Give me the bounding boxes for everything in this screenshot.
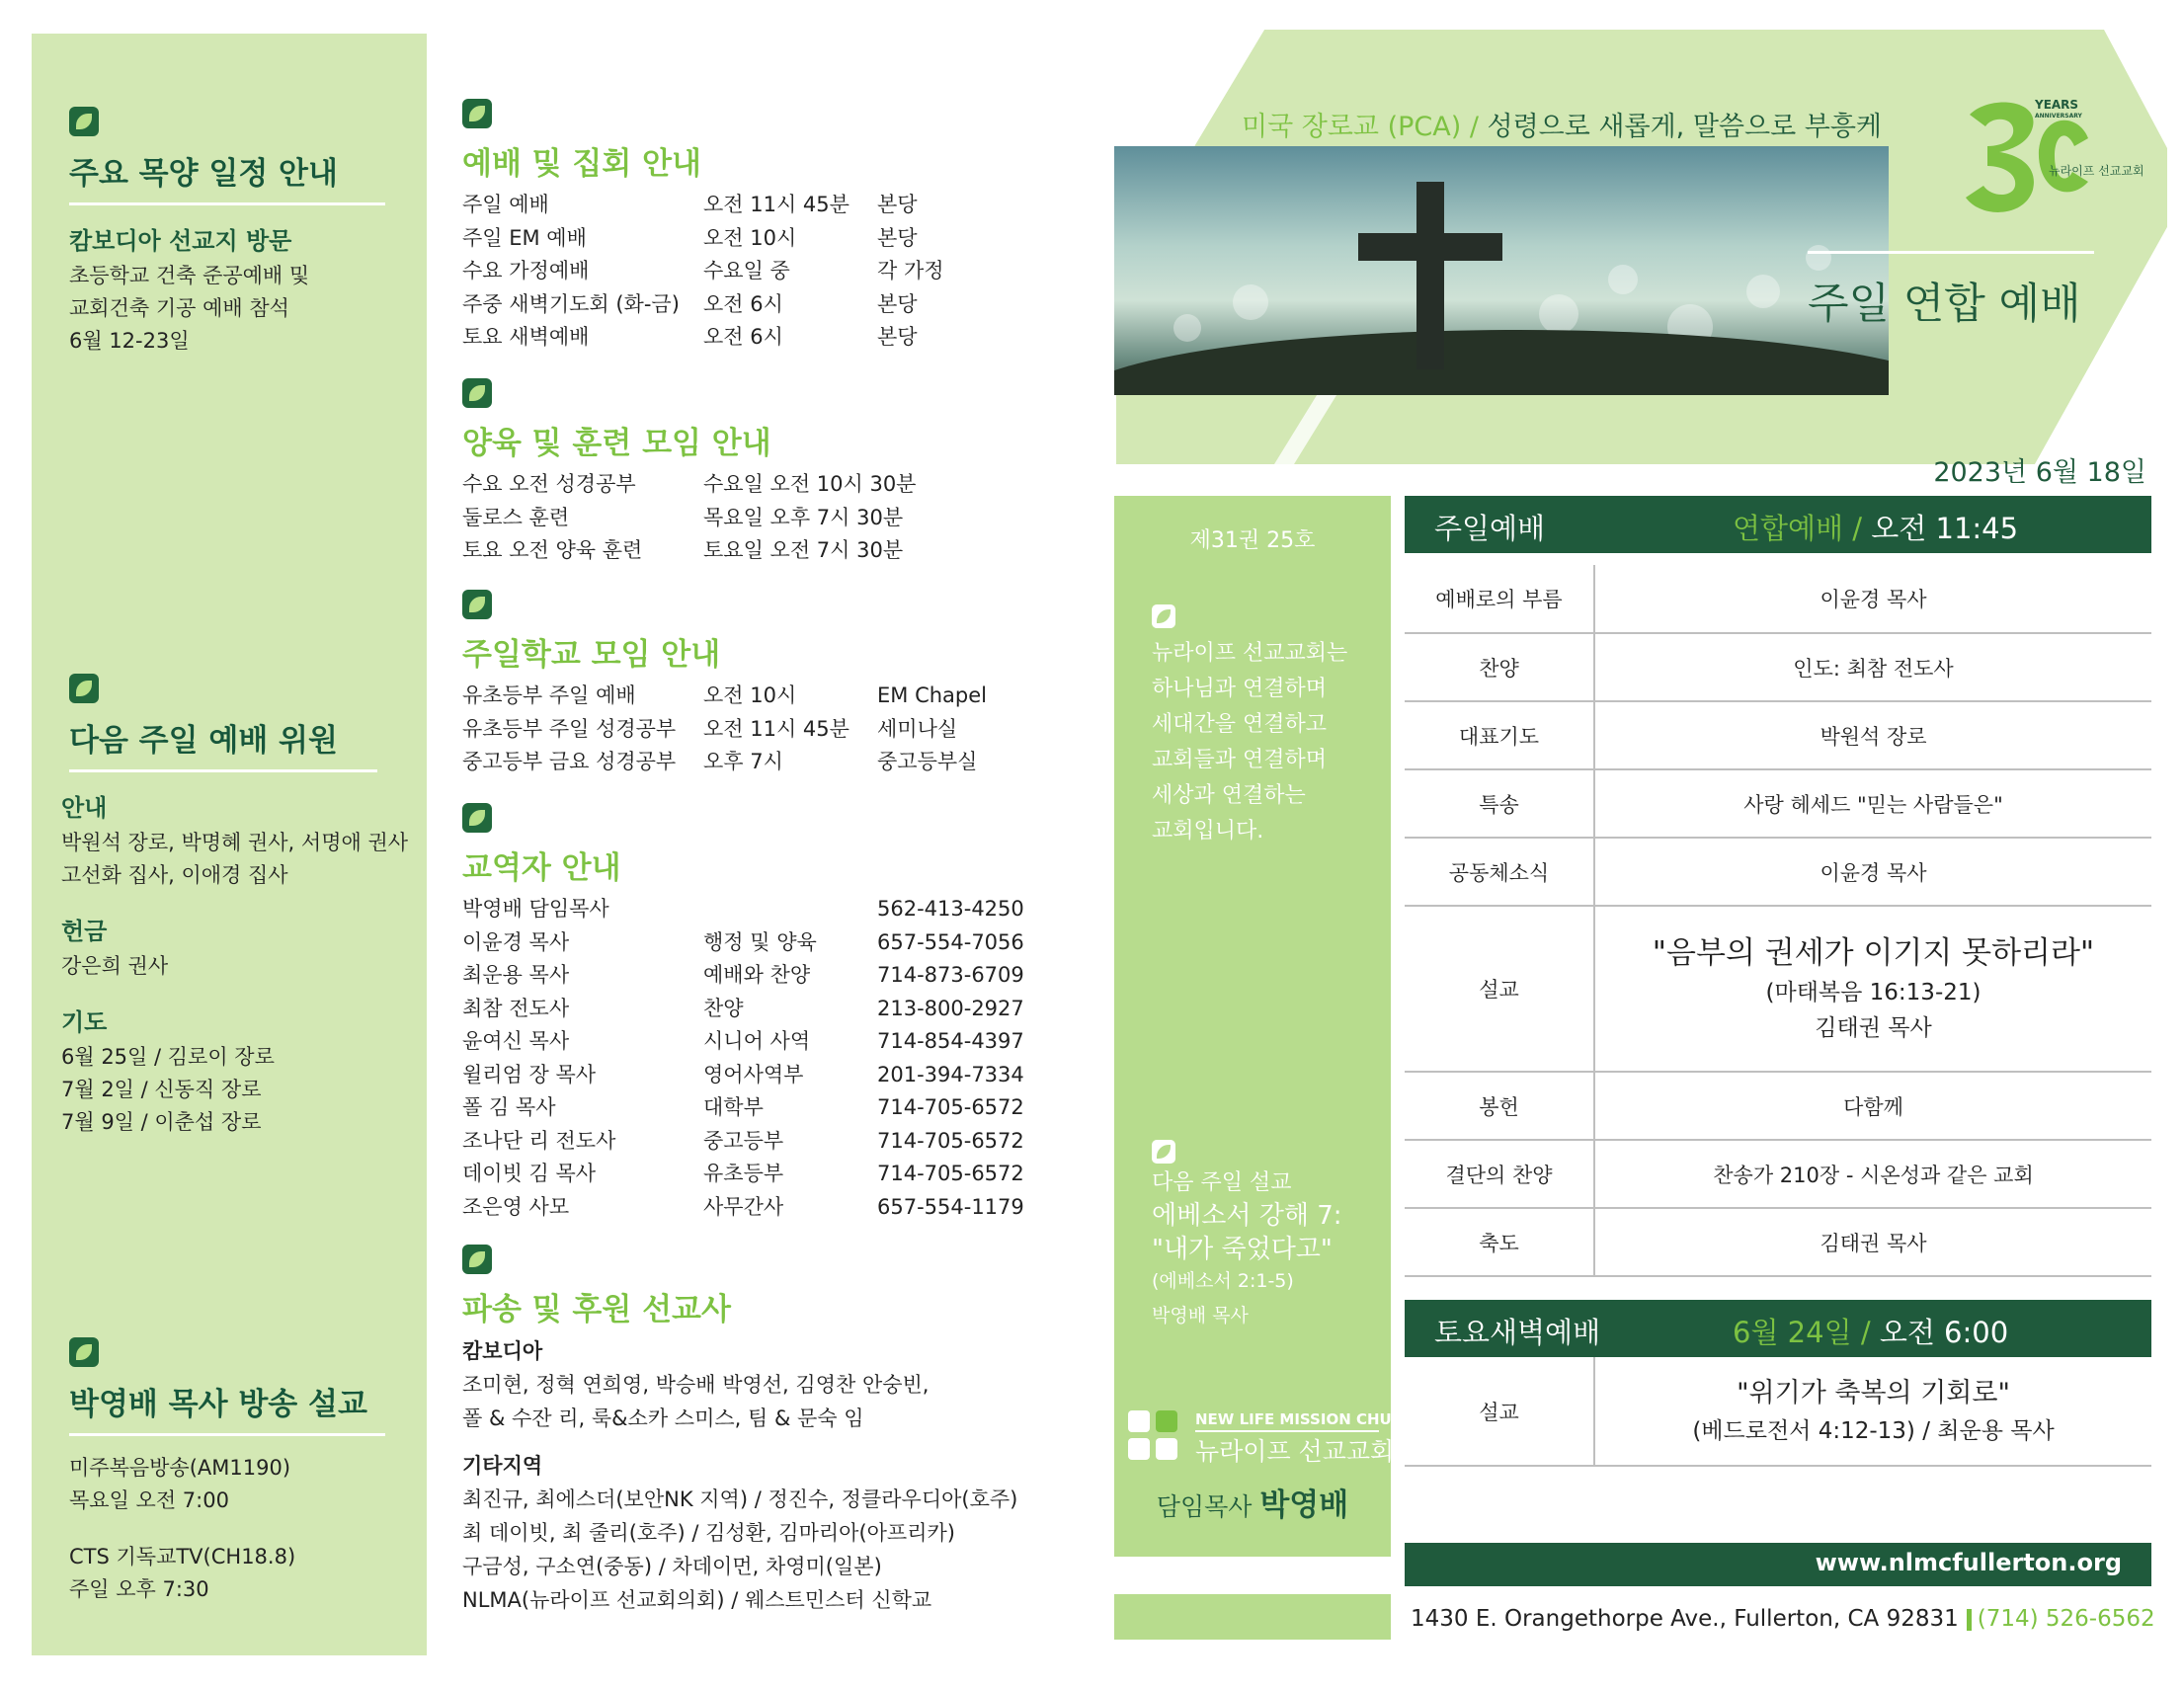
list-cell: 657-554-7056 [877, 929, 1024, 954]
list-cell: 영어사역부 [703, 1062, 804, 1086]
left-panel [32, 34, 427, 1655]
leaf-icon [69, 1337, 99, 1367]
list-item [462, 926, 1075, 960]
list-cell: 714-873-6709 [877, 963, 1024, 987]
saturday-sermon-title: "위기가 축복의 기회로" [1737, 1377, 2010, 1408]
list-cell: 본당 [877, 291, 918, 316]
sermon-label: 설교 [1405, 906, 1594, 1072]
offering-line: 강은희 권사 [61, 954, 169, 978]
table-row [1405, 633, 2151, 701]
service-title: 주일 연합 예배 [1808, 280, 2081, 329]
list-cell [877, 534, 1075, 568]
sunday-order-table [1405, 565, 2151, 1277]
cross-icon [1416, 182, 1444, 369]
list-item [462, 993, 1075, 1026]
list-cell: 수요일 오전 10시 30분 [703, 472, 917, 496]
list-item [462, 893, 1075, 926]
list-cell: 본당 [877, 325, 918, 349]
senior-pastor [1114, 1480, 1391, 1524]
list-cell: 주일 EM 예배 [462, 225, 587, 250]
list-item [462, 321, 1075, 355]
list-cell: 중고등부 [703, 1128, 784, 1153]
list-cell: 오전 10시 [703, 225, 797, 250]
mission-line: 교회들과 연결하며 [1152, 748, 1328, 772]
saturday-sermon [1594, 1357, 2151, 1466]
other-line: 최 데이빗, 최 줄리(호주) / 김성환, 김마리아(아프리카) [462, 1521, 955, 1545]
list-cell: 주중 새벽기도회 (화-금) [462, 291, 680, 316]
sermon-preacher: 김태권 목사 [1815, 1015, 1932, 1041]
logo-years-text: YEARS [2035, 98, 2079, 112]
list-cell: 사무간사 [703, 1194, 784, 1219]
broadcast-section [69, 1337, 385, 1606]
missionaries-section [462, 1245, 1075, 1617]
order-item-label: 축도 [1405, 1208, 1594, 1276]
list-item [462, 1025, 1075, 1059]
sermon-cell [1594, 906, 2151, 1072]
list-item [462, 1191, 1075, 1225]
offering-label: 헌금 [61, 918, 108, 945]
next-week-section [61, 674, 409, 1139]
missionaries-title: 파송 및 후원 선교사 [462, 1292, 731, 1327]
prayer-line: 7월 9일 / 이춘섭 장로 [61, 1110, 262, 1134]
usher-line: 고선화 집사, 이애경 집사 [61, 863, 288, 887]
order-item-value: 사랑 헤세드 "믿는 사람들은" [1594, 769, 2151, 838]
order-item-value: 박원석 장로 [1594, 701, 2151, 769]
worship-section [462, 99, 1075, 355]
other-line: 구금성, 구소연(중동) / 차데이먼, 차영미(일본) [462, 1555, 882, 1578]
list-cell: 최참 전도사 [462, 996, 570, 1020]
leaf-icon [69, 674, 99, 703]
list-item [462, 502, 1075, 535]
list-cell: 목요일 오후 7시 30분 [703, 505, 904, 529]
list-cell: 둘로스 훈련 [462, 505, 570, 529]
usher-line: 박원석 장로, 박명혜 권사, 서명애 권사 [61, 831, 409, 854]
saturday-sermon-label: 설교 [1405, 1357, 1594, 1466]
table-row [1405, 701, 2151, 769]
list-cell [877, 502, 1075, 535]
list-cell: 윤여신 목사 [462, 1029, 570, 1053]
leaf-icon [462, 803, 492, 833]
next-sermon-ref: (에베소서 2:1-5) [1152, 1270, 1294, 1292]
table-row [1405, 1357, 2151, 1466]
table-row [1405, 565, 2151, 633]
logo-church-name: 뉴라이프 선교교회 [2049, 164, 2144, 178]
list-item [462, 534, 1075, 568]
list-cell: 시니어 사역 [703, 1029, 811, 1053]
schedule-section [69, 107, 385, 358]
broadcast-line: 목요일 오전 7:00 [69, 1488, 229, 1512]
table-row [1405, 1140, 2151, 1208]
list-cell: 수요일 중 [703, 259, 790, 282]
leaf-icon [69, 107, 99, 136]
list-cell: 수요 가정예배 [462, 259, 590, 282]
leaf-icon [462, 378, 492, 408]
order-item-label: 공동체소식 [1405, 838, 1594, 906]
list-cell: 714-705-6572 [877, 1162, 1024, 1185]
cambodia-line: 조미현, 정혁 연희영, 박승배 박영선, 김영찬 안숭빈, [462, 1373, 930, 1397]
table-row [1405, 1208, 2151, 1276]
mission-line: 세상과 연결하는 [1152, 783, 1306, 808]
schedule-line: 교회건축 기공 예배 참석 [69, 296, 289, 320]
mission-line: 하나님과 연결하며 [1152, 677, 1328, 701]
list-cell: 조은영 사모 [462, 1194, 570, 1219]
volume-number: 제31권 25호 [1189, 528, 1316, 553]
schedule-title: 주요 목양 일정 안내 [69, 148, 385, 205]
list-item [462, 189, 1075, 222]
staff-title: 교역자 안내 [462, 850, 621, 886]
staff-section [462, 803, 1075, 1224]
order-item-label: 결단의 찬양 [1405, 1140, 1594, 1208]
cross-photo [1114, 146, 1889, 395]
list-item [462, 959, 1075, 993]
saturday-sub-time: 오전 6:00 [1879, 1316, 2009, 1349]
list-cell: 토요 오전 양육 훈련 [462, 538, 643, 562]
list-cell: 폴 김 목사 [462, 1095, 556, 1119]
list-cell: 토요일 오전 7시 30분 [703, 538, 904, 562]
mission-line: 세대간을 연결하고 [1152, 712, 1328, 737]
list-cell [877, 468, 1075, 502]
footer-bar [1405, 1543, 2151, 1586]
church-name-en: NEW LIFE MISSION CHURCH [1195, 1410, 1426, 1428]
phone-number[interactable]: (714) 526-6562 [1977, 1606, 2155, 1632]
mission-statement [1152, 604, 1379, 849]
schedule-sub: 캄보디아 선교지 방문 [69, 227, 292, 255]
pastor-role: 담임목사 [1156, 1492, 1260, 1521]
sunday-header [1405, 496, 2151, 553]
list-cell: 201-394-7334 [877, 1062, 1024, 1086]
sunday-sub-time: 오전 11:45 [1871, 512, 2019, 545]
order-item-value: 다함께 [1594, 1072, 2151, 1140]
order-item-value: 이윤경 목사 [1594, 838, 2151, 906]
order-item-value: 이윤경 목사 [1594, 565, 2151, 633]
tagline-motto: 성령으로 새롭게, 말씀으로 부흥케 [1487, 112, 1882, 142]
next-sermon-title: "내가 죽었다고" [1152, 1235, 1333, 1264]
saturday-sermon-ref: (베드로전서 4:12-13) / 최운용 목사 [1692, 1417, 2055, 1444]
list-cell: 토요 새벽예배 [462, 325, 590, 349]
other-line: 최진규, 최에스더(보안NK 지역) / 정진수, 정클라우디아(호주) [462, 1487, 1018, 1511]
list-item [462, 746, 1075, 779]
list-item [462, 1158, 1075, 1191]
cambodia-line: 폴 & 수잔 리, 룩&소카 스미스, 팀 & 문숙 임 [462, 1407, 864, 1430]
list-cell: 박영배 담임목사 [462, 897, 609, 921]
list-cell: 오전 10시 [703, 683, 797, 707]
list-item [462, 1125, 1075, 1159]
list-cell: 본당 [877, 193, 918, 216]
list-cell: 세미나실 [877, 716, 958, 741]
logo-divider [1808, 251, 2094, 254]
prayer-line: 7월 2일 / 신동직 장로 [61, 1078, 262, 1101]
list-cell: 예배와 찬양 [703, 963, 811, 987]
list-cell: 본당 [877, 225, 918, 250]
other-label: 기타지역 [462, 1454, 543, 1478]
order-item-label: 대표기도 [1405, 701, 1594, 769]
order-item-label: 예배로의 부름 [1405, 565, 1594, 633]
worship-title: 예배 및 집회 안내 [462, 146, 701, 182]
broadcast-title: 박영배 목사 방송 설교 [69, 1379, 385, 1436]
usher-label: 안내 [61, 794, 108, 822]
schedule-line: 6월 12-23일 [69, 329, 190, 353]
list-cell: 오전 6시 [703, 291, 783, 316]
church-name-kr: 뉴라이프 선교교회 [1195, 1437, 1395, 1466]
list-cell: 대학부 [703, 1095, 764, 1119]
list-cell: 찬양 [703, 996, 744, 1020]
pastor-name: 박영배 [1259, 1487, 1349, 1523]
cambodia-label: 캄보디아 [462, 1339, 543, 1363]
tagline-denomination: 미국 장로교 (PCA) / [1242, 112, 1488, 142]
list-cell: 오전 11시 45분 [703, 193, 849, 216]
next-sermon [1152, 1140, 1389, 1335]
broadcast-line: CTS 기독교TV(CH18.8) [69, 1545, 296, 1568]
green-footer-block [1114, 1594, 1391, 1640]
sermon-title: "음부의 권세가 이기지 못하리라" [1652, 935, 2095, 971]
list-cell: 조나단 리 전도사 [462, 1128, 616, 1153]
leaf-icon [1152, 604, 1175, 628]
sunday-school-section [462, 590, 1075, 779]
table-row [1405, 906, 2151, 1072]
list-cell: 유초등부 [703, 1162, 784, 1185]
training-section [462, 378, 1075, 568]
broadcast-line: 주일 오후 7:30 [69, 1577, 209, 1601]
list-cell: 유초등부 주일 예배 [462, 683, 636, 707]
list-cell: 행정 및 양육 [703, 929, 817, 954]
list-cell: 이윤경 목사 [462, 929, 570, 954]
list-item [462, 713, 1075, 747]
list-item [462, 288, 1075, 322]
next-sermon-label: 다음 주일 설교 [1152, 1170, 1292, 1195]
website-link[interactable]: www.nlmcfullerton.org [1815, 1549, 2122, 1576]
list-cell: EM Chapel [877, 683, 987, 707]
list-cell: 657-554-1179 [877, 1194, 1024, 1219]
list-cell: 주일 예배 [462, 193, 549, 216]
list-cell: 데이빗 김 목사 [462, 1162, 597, 1185]
address-text: 1430 E. Orangethorpe Ave., Fullerton, CA 92831 [1411, 1606, 1959, 1632]
saturday-label: 토요새벽예배 [1434, 1316, 1601, 1349]
table-row [1405, 1072, 2151, 1140]
list-cell: 중고등부실 [877, 750, 978, 773]
prayer-line: 6월 25일 / 김로이 장로 [61, 1045, 275, 1069]
logo-anniv-text: ANNIVERSARY [2035, 113, 2082, 120]
next-week-title: 다음 주일 예배 위원 [69, 715, 377, 772]
next-sermon-title: 에베소서 강해 7: [1152, 1201, 1342, 1231]
list-cell: 윌리엄 장 목사 [462, 1062, 597, 1086]
table-row [1405, 769, 2151, 838]
list-cell: 수요 오전 성경공부 [462, 472, 636, 496]
mission-line: 교회입니다. [1152, 819, 1264, 844]
mission-line: 뉴라이프 선교교회는 [1152, 641, 1348, 666]
leaf-icon [462, 99, 492, 128]
list-cell: 714-705-6572 [877, 1128, 1024, 1153]
next-sermon-preacher: 박영배 목사 [1152, 1305, 1249, 1326]
church-address [1411, 1606, 2155, 1632]
leaf-icon [1152, 1140, 1175, 1164]
list-cell: 714-705-6572 [877, 1095, 1024, 1119]
leaf-icon [462, 1245, 492, 1274]
saturday-order-table [1405, 1357, 2151, 1467]
order-item-label: 특송 [1405, 769, 1594, 838]
order-item-value: 찬송가 210장 - 시온성과 같은 교회 [1594, 1140, 2151, 1208]
list-item [462, 255, 1075, 288]
sunday-time [1733, 507, 2018, 547]
training-title: 양육 및 훈련 모임 안내 [462, 426, 771, 461]
list-cell: 유초등부 주일 성경공부 [462, 716, 677, 741]
order-item-label: 찬양 [1405, 633, 1594, 701]
order-item-value: 김태권 목사 [1594, 1208, 2151, 1276]
list-cell: 최운용 목사 [462, 963, 570, 987]
list-item [462, 468, 1075, 502]
sunday-label: 주일예배 [1434, 512, 1546, 545]
list-item [462, 680, 1075, 713]
sunday-sub: 연합예배 / [1733, 512, 1872, 545]
sermon-ref: (마태복음 16:13-21) [1765, 980, 1982, 1005]
order-item-value: 인도: 최참 전도사 [1594, 633, 2151, 701]
list-item [462, 1091, 1075, 1125]
other-line: NLMA(뉴라이프 선교회의회) / 웨스트민스터 신학교 [462, 1588, 932, 1612]
green-column [1114, 496, 1426, 1557]
list-item [462, 222, 1075, 256]
broadcast-line: 미주복음방송(AM1190) [69, 1456, 291, 1480]
bulletin-date: 2023년 6월 18일 [1933, 457, 2146, 488]
logo-years [2035, 99, 2082, 122]
list-cell: 각 가정 [877, 259, 944, 282]
list-cell: 오전 6시 [703, 325, 783, 349]
list-cell: 오전 11시 45분 [703, 716, 849, 741]
list-cell: 오후 7시 [703, 750, 783, 773]
schedule-line: 초등학교 건축 준공예배 및 [69, 264, 310, 287]
list-cell: 562-413-4250 [877, 897, 1024, 921]
saturday-header [1405, 1300, 2151, 1357]
saturday-time [1733, 1311, 2008, 1351]
table-row [1405, 838, 2151, 906]
list-cell [703, 893, 877, 926]
tagline [1242, 105, 1882, 143]
list-item [462, 1059, 1075, 1092]
list-cell: 213-800-2927 [877, 996, 1024, 1020]
list-cell: 714-854-4397 [877, 1029, 1024, 1053]
saturday-sub: 6월 24일 / [1733, 1316, 1880, 1349]
prayer-label: 기도 [61, 1008, 108, 1036]
leaf-icon [462, 590, 492, 619]
order-item-label: 봉헌 [1405, 1072, 1594, 1140]
list-cell: 중고등부 금요 성경공부 [462, 750, 677, 773]
sunday-school-title: 주일학교 모임 안내 [462, 637, 721, 673]
